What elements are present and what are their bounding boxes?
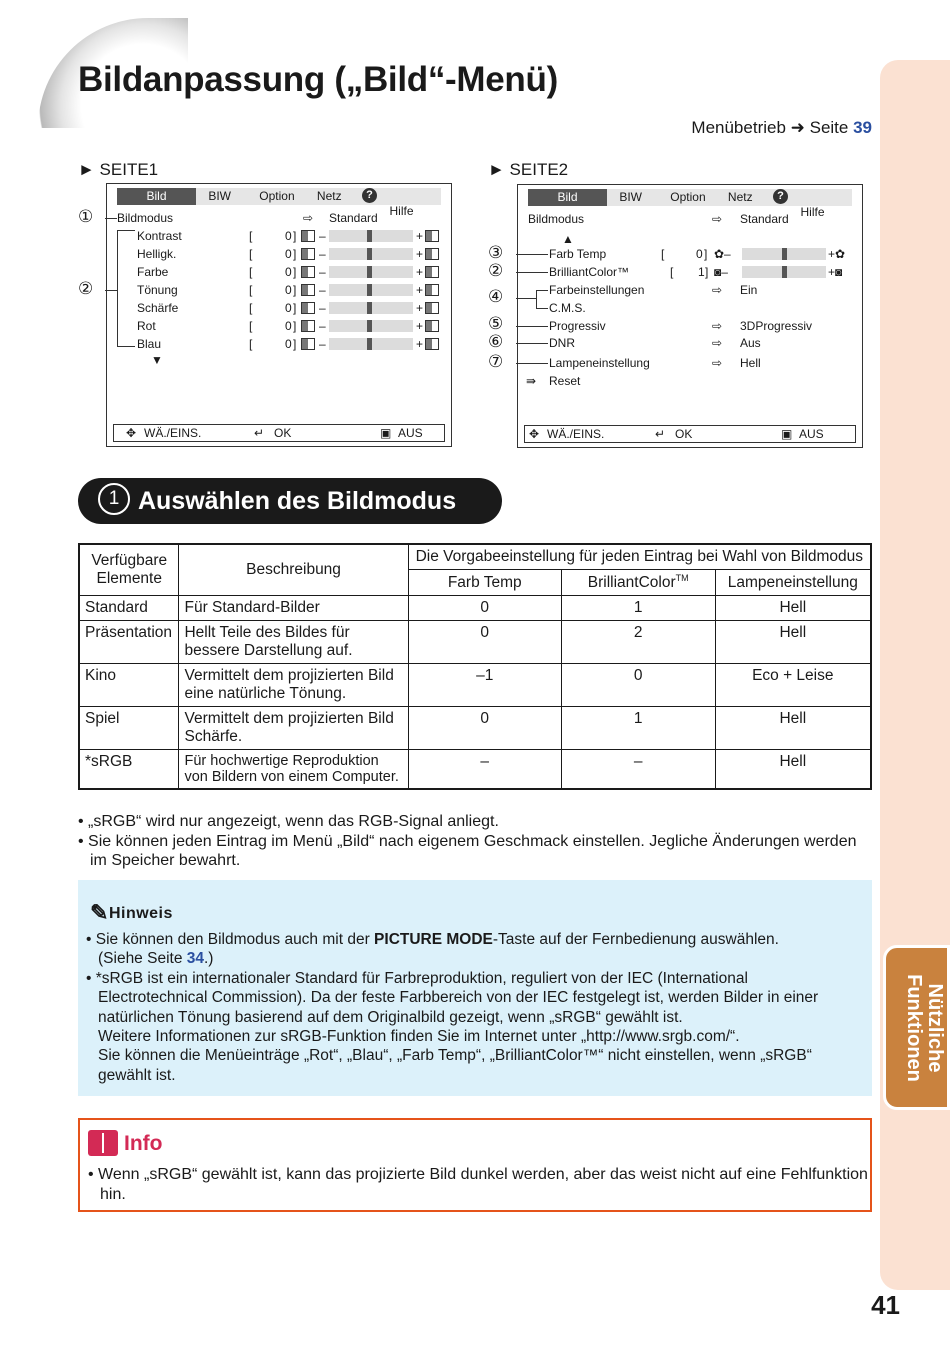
callout-5: ⑤ xyxy=(488,314,504,333)
note-2: • Sie können jeden Eintrag im Menü „Bild“ nach eigenem Geschmack einstellen. Jegliche Änderungen werden im Speicher bewahrt. xyxy=(78,832,857,869)
footer-ok: OK xyxy=(274,426,292,440)
setting-slider[interactable] xyxy=(329,248,413,260)
notes xyxy=(78,812,868,871)
tab-biw[interactable]: BIW xyxy=(619,190,643,204)
pencil-icon: ✎ xyxy=(90,900,109,925)
reset-label[interactable]: Reset xyxy=(549,374,581,388)
cell-brilliant: 0 xyxy=(561,664,715,707)
callout-1: ① xyxy=(78,207,94,226)
cell-description: Hellt Teile des Bildes für bessere Darstellung auf. xyxy=(179,621,408,664)
setting-max-icon xyxy=(425,230,439,242)
hinweis-box xyxy=(78,880,872,1096)
cell-element: Präsentation xyxy=(79,621,179,664)
bildmodus-label: Bildmodus xyxy=(528,212,585,226)
note-1: • „sRGB“ wird nur angezeigt, wenn das RGB-Signal anliegt. xyxy=(78,813,499,830)
select-icon: ✥ xyxy=(126,426,137,440)
cell-element: *sRGB xyxy=(79,750,179,790)
header-defaults: Die Vorgabeeinstellung für jeden Eintrag bei Wahl von Bildmodus xyxy=(408,544,871,570)
setting-max-icon xyxy=(425,266,439,278)
setting-slider[interactable] xyxy=(329,302,413,314)
menu-screen-seite2: Bild BIW Option Netz ? Hilfe Bildmodus ⇨ Standard ▲ Farb Temp [ 0 ] ✿– +✿ BrilliantColor™ [ 1 ] ◙– +◙ Farbeinstellungen ⇨ Ein C.M.S. Progressiv ⇨ 3DProgressiv DNR ⇨ Aus Lampeneinstellung ⇨ Hell ⇛ Reset ✥ WÄ./EINS. ↵ OK ▣ AUS xyxy=(517,184,863,448)
menu-ref-text: Menübetrieb ➜ Seite xyxy=(691,118,854,137)
farb-temp-slider[interactable] xyxy=(742,248,826,260)
seite1-label: ► SEITE1 xyxy=(78,160,159,179)
setting-min-icon xyxy=(301,302,315,314)
color-temp-plus-icon: +✿ xyxy=(828,247,846,261)
brilliant-label: BrilliantColor™ xyxy=(549,265,630,279)
section-title: Auswählen des Bildmodus xyxy=(138,487,457,515)
tab-option[interactable]: Option xyxy=(259,189,295,203)
hinweis-bullet-1: • Sie können den Bildmodus auch mit der PICTURE MODE-Taste auf der Fernbedienung auswählen. xyxy=(86,931,779,948)
enter-icon: ↵ xyxy=(254,426,265,440)
cell-farb-temp: 0 xyxy=(408,707,561,750)
farb-temp-value: 0 xyxy=(696,247,703,261)
menu-footer xyxy=(524,425,856,443)
progressiv-value[interactable]: 3DProgressiv xyxy=(740,319,813,333)
cell-lampe: Eco + Leise xyxy=(715,664,871,707)
setting-max-icon xyxy=(425,284,439,296)
setting-label: Kontrast xyxy=(137,229,182,243)
page-34-link[interactable]: 34 xyxy=(186,950,204,968)
bildmodus-value[interactable]: Standard xyxy=(740,212,789,226)
scroll-up-icon[interactable]: ▲ xyxy=(562,232,574,246)
setting-min-icon xyxy=(301,320,315,332)
tab-bild[interactable]: Bild xyxy=(117,188,196,205)
farbeinst-label: Farbeinstellungen xyxy=(549,283,645,297)
hinweis-heading: ✎Hinweis xyxy=(90,900,173,925)
header-description: Beschreibung xyxy=(179,544,408,596)
setting-value: 0 xyxy=(285,229,292,243)
arrow-right-icon: ⇨ xyxy=(303,211,314,225)
setting-label: Schärfe xyxy=(137,301,179,315)
tab-bild[interactable]: Bild xyxy=(528,189,607,206)
page-number: 41 xyxy=(871,1290,900,1320)
section-number: 1 xyxy=(98,483,130,515)
cms-label[interactable]: C.M.S. xyxy=(549,301,586,315)
table-row xyxy=(79,596,871,621)
farb-temp-label: Farb Temp xyxy=(549,247,607,261)
callout-4: ④ xyxy=(488,287,504,306)
setting-label: Rot xyxy=(137,319,156,333)
cell-brilliant: 2 xyxy=(561,621,715,664)
cell-description: Für Standard-Bilder xyxy=(179,596,408,621)
footer-exit: AUS xyxy=(799,427,824,441)
setting-slider[interactable] xyxy=(329,230,413,242)
setting-max-icon xyxy=(425,338,439,350)
menu-screen-seite1: Bild BIW Option Netz ? Hilfe Bildmodus ⇨ Standard Kontrast [ 0 ] – + Helligk. [ 0 ] – + Farbe [ 0 ] – + Tönung [ 0 ] – + Schärfe [ 0 ] – + Rot [ 0 ] – + Blau [ 0 ] – + ▼ ✥ WÄ./EINS. ↵ OK ▣ AUS xyxy=(106,183,452,447)
table-row xyxy=(79,664,871,707)
setting-value: 0 xyxy=(285,319,292,333)
footer-exit: AUS xyxy=(398,426,423,440)
cell-element: Standard xyxy=(79,596,179,621)
help-icon: ? xyxy=(773,189,788,204)
bildmodus-label: Bildmodus xyxy=(117,211,174,225)
select-icon: ✥ xyxy=(529,427,540,441)
hinweis-last: Sie können die Menüeinträge „Rot“, „Blau“, „Farb Temp“, „BrilliantColor™“ nicht einstellen, wenn „sRGB“ gewählt ist. xyxy=(98,1047,812,1084)
cell-lampe: Hell xyxy=(715,596,871,621)
setting-label: Tönung xyxy=(137,283,178,297)
setting-min-icon xyxy=(301,266,315,278)
callout-3: ③ xyxy=(488,243,504,262)
footer-ok: OK xyxy=(675,427,693,441)
arrow-right-icon: ⇨ xyxy=(712,319,723,333)
tab-netz[interactable]: Netz xyxy=(727,190,753,204)
info-text: • Wenn „sRGB“ gewählt ist, kann das projizierte Bild dunkel werden, aber das weist nicht auf eine Fehlfunktion hin. xyxy=(88,1166,868,1203)
setting-min-icon xyxy=(301,338,315,350)
brilliant-value: 1 xyxy=(698,265,705,279)
chapter-tab-label: Nützliche Funktionen xyxy=(903,974,946,1082)
lampe-label: Lampeneinstellung xyxy=(549,356,650,370)
setting-slider[interactable] xyxy=(329,266,413,278)
setting-value: 0 xyxy=(285,265,292,279)
arrow-right-icon: ⇨ xyxy=(712,336,723,350)
cell-lampe: Hell xyxy=(715,707,871,750)
cell-lampe: Hell xyxy=(715,750,871,790)
header-lampe: Lampeneinstellung xyxy=(715,570,871,596)
setting-value: 0 xyxy=(285,283,292,297)
setting-min-icon xyxy=(301,248,315,260)
cell-brilliant: – xyxy=(561,750,715,790)
tab-netz[interactable]: Netz xyxy=(316,189,342,203)
brilliant-icon: ◙– xyxy=(714,265,728,279)
cell-farb-temp: –1 xyxy=(408,664,561,707)
setting-value: 0 xyxy=(285,301,292,315)
book-icon xyxy=(88,1130,118,1156)
hinweis-bullet-2: • *sRGB ist ein internationaler Standard für Farbreproduktion, reguliert von der IEC (International Electrotechnical Commission). Da der feste Farbbereich von der IEC festgelegt ist, werden Bilder in einer natürlichen Tönung basierend auf dem Originalbild gezeigt, wenn „sRGB“ gewählt ist. xyxy=(86,969,819,1026)
seite2-label: ► SEITE2 xyxy=(488,160,569,179)
tab-option[interactable]: Option xyxy=(670,190,706,204)
menu-button-icon: ▣ xyxy=(781,427,793,441)
info-box xyxy=(78,1118,872,1212)
table-row xyxy=(79,707,871,750)
setting-label: Farbe xyxy=(137,265,169,279)
cell-farb-temp: – xyxy=(408,750,561,790)
callout-7: ⑦ xyxy=(488,352,504,371)
setting-label: Helligk. xyxy=(137,247,177,261)
section-heading xyxy=(78,478,502,524)
hinweis-ref: (Siehe Seite 34.) xyxy=(98,950,214,968)
info-heading: Info xyxy=(124,1132,163,1155)
reset-icon: ⇛ xyxy=(526,374,537,388)
page-title: Bildanpassung („Bild“-Menü) xyxy=(78,60,558,99)
table-row xyxy=(79,621,871,664)
hinweis-more: Weitere Informationen zur sRGB-Funktion finden Sie im Internet unter „http://www.srgb.com/“. xyxy=(98,1028,740,1046)
setting-max-icon xyxy=(425,320,439,332)
setting-max-icon xyxy=(425,302,439,314)
cell-farb-temp: 0 xyxy=(408,621,561,664)
setting-slider[interactable] xyxy=(329,338,413,350)
callout-2: ② xyxy=(78,279,94,298)
cell-brilliant: 1 xyxy=(561,707,715,750)
enter-icon: ↵ xyxy=(655,427,666,441)
callout-6: ⑥ xyxy=(488,332,504,351)
setting-slider[interactable] xyxy=(329,320,413,332)
setting-value: 0 xyxy=(285,247,292,261)
scroll-down-icon[interactable]: ▼ xyxy=(151,353,163,367)
callout-2b: ② xyxy=(488,261,504,280)
menu-ref-page-link[interactable]: 39 xyxy=(853,118,872,137)
header-elements: Verfügbare Elemente xyxy=(79,544,179,596)
cell-description: Vermittelt dem projizierten Bild Schärfe. xyxy=(179,707,408,750)
setting-min-icon xyxy=(301,230,315,242)
menu-button-icon: ▣ xyxy=(380,426,392,440)
tab-hilfe[interactable]: ? Hilfe xyxy=(759,189,852,206)
cell-element: Kino xyxy=(79,664,179,707)
header-farb-temp: Farb Temp xyxy=(408,570,561,596)
menu-footer xyxy=(113,424,445,442)
cell-element: Spiel xyxy=(79,707,179,750)
farbeinst-value[interactable]: Ein xyxy=(740,283,758,297)
lampe-value[interactable]: Hell xyxy=(740,356,761,370)
footer-select: WÄ./EINS. xyxy=(144,426,202,440)
arrow-right-icon: ⇨ xyxy=(712,212,723,226)
brilliant-slider[interactable] xyxy=(742,266,826,278)
help-icon: ? xyxy=(362,188,377,203)
cell-farb-temp: 0 xyxy=(408,596,561,621)
progressiv-label: Progressiv xyxy=(549,319,606,333)
mode-table xyxy=(78,543,872,790)
setting-label: Blau xyxy=(137,337,162,351)
cell-description: Für hochwertige Reproduktion von Bildern von einem Computer. xyxy=(179,750,408,790)
setting-value: 0 xyxy=(285,337,292,351)
setting-slider[interactable] xyxy=(329,284,413,296)
table-row xyxy=(79,750,871,790)
bildmodus-value[interactable]: Standard xyxy=(329,211,378,225)
cell-lampe: Hell xyxy=(715,621,871,664)
arrow-right-icon: ⇨ xyxy=(712,283,723,297)
setting-max-icon xyxy=(425,248,439,260)
color-temp-icon: ✿– xyxy=(714,247,731,261)
arrow-right-icon: ⇨ xyxy=(712,356,723,370)
cell-description: Vermittelt dem projizierten Bild eine natürliche Tönung. xyxy=(179,664,408,707)
menu-reference xyxy=(691,118,872,138)
cell-brilliant: 1 xyxy=(561,596,715,621)
setting-min-icon xyxy=(301,284,315,296)
dnr-label: DNR xyxy=(549,336,575,350)
tab-biw[interactable]: BIW xyxy=(208,189,232,203)
tab-hilfe[interactable]: ? Hilfe xyxy=(348,188,441,205)
brilliant-plus-icon: +◙ xyxy=(828,265,843,279)
dnr-value[interactable]: Aus xyxy=(740,336,761,350)
footer-select: WÄ./EINS. xyxy=(547,427,605,441)
header-brilliant: BrilliantColor™ xyxy=(561,570,715,596)
